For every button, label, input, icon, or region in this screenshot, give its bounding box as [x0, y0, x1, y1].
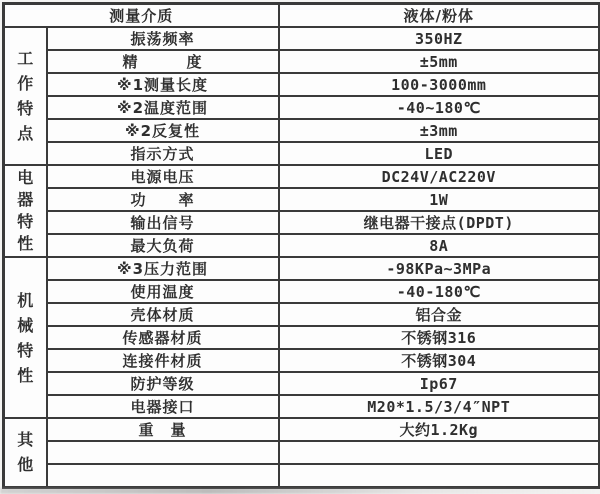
spec-label — [47, 464, 279, 487]
spec-value: ±5mm — [279, 50, 600, 73]
spec-value: 继电器干接点(DPDT) — [279, 211, 600, 234]
spec-value: 不锈钢304 — [279, 349, 600, 372]
table-row — [4, 165, 600, 188]
scan-edge-shadow — [0, 488, 600, 494]
table-row — [4, 418, 600, 441]
group-cell-work-features — [4, 27, 47, 165]
spec-value: 350HZ — [279, 27, 600, 50]
spec-label: 使用温度 — [47, 280, 279, 303]
group-label: 机械特性 — [17, 290, 34, 385]
table-row — [4, 96, 600, 119]
table-row — [4, 119, 600, 142]
group-label: 工作特点 — [17, 49, 34, 143]
table-row — [4, 234, 600, 257]
spec-label: 振荡频率 — [47, 27, 279, 50]
table-row — [4, 188, 600, 211]
group-cell-electrical — [4, 165, 47, 257]
spec-label: 电器接口 — [47, 395, 279, 418]
spec-label: 输出信号 — [47, 211, 279, 234]
spec-value: 铝合金 — [279, 303, 600, 326]
table-row — [4, 280, 600, 303]
spec-label: 指示方式 — [47, 142, 279, 165]
table-row — [4, 372, 600, 395]
table-row — [4, 303, 600, 326]
spec-value: ±3mm — [279, 119, 600, 142]
spec-label: 传感器材质 — [47, 326, 279, 349]
spec-label: 功 率 — [47, 188, 279, 211]
spec-label: 重 量 — [47, 418, 279, 441]
table-row — [4, 464, 600, 487]
spec-sheet — [2, 2, 600, 489]
spec-value: 100-3000mm — [279, 73, 600, 96]
group-cell-mechanical — [4, 257, 47, 418]
spec-label: ※3压力范围 — [47, 257, 279, 280]
table-row — [4, 349, 600, 372]
table-row — [4, 257, 600, 280]
group-cell-other — [4, 418, 47, 487]
spec-value: DC24V/AC220V — [279, 165, 600, 188]
spec-label — [47, 441, 279, 464]
group-label: 其他 — [17, 430, 34, 475]
spec-label: 防护等级 — [47, 372, 279, 395]
spec-value: -40~180℃ — [279, 96, 600, 119]
spec-value: LED — [279, 142, 600, 165]
table-row — [4, 50, 600, 73]
spec-label: 电源电压 — [47, 165, 279, 188]
table-row — [4, 27, 600, 50]
table-row — [4, 142, 600, 165]
spec-value: 1W — [279, 188, 600, 211]
table-row — [4, 441, 600, 464]
spec-value: 8A — [279, 234, 600, 257]
table-row — [4, 73, 600, 96]
spec-table — [2, 2, 600, 489]
spec-label: ※2反复性 — [47, 119, 279, 142]
spec-value: 不锈钢316 — [279, 326, 600, 349]
spec-value: 大约1.2Kg — [279, 418, 600, 441]
spec-value: -40-180℃ — [279, 280, 600, 303]
spec-label: 壳体材质 — [47, 303, 279, 326]
spec-value — [279, 441, 600, 464]
spec-value: -98KPa~3MPa — [279, 257, 600, 280]
spec-value — [279, 464, 600, 487]
spec-value: M20*1.5/3/4″NPT — [279, 395, 600, 418]
table-row — [4, 211, 600, 234]
header-param-cell: 测量介质 — [4, 4, 279, 28]
spec-label: 最大负荷 — [47, 234, 279, 257]
table-row — [4, 395, 600, 418]
spec-label: ※2温度范围 — [47, 96, 279, 119]
table-row — [4, 326, 600, 349]
table-header-row — [4, 4, 600, 28]
spec-label: 连接件材质 — [47, 349, 279, 372]
spec-label: 精 度 — [47, 50, 279, 73]
spec-label: ※1测量长度 — [47, 73, 279, 96]
spec-value: Ip67 — [279, 372, 600, 395]
group-label: 电器特性 — [17, 168, 34, 253]
header-value-cell: 液体/粉体 — [279, 4, 600, 28]
